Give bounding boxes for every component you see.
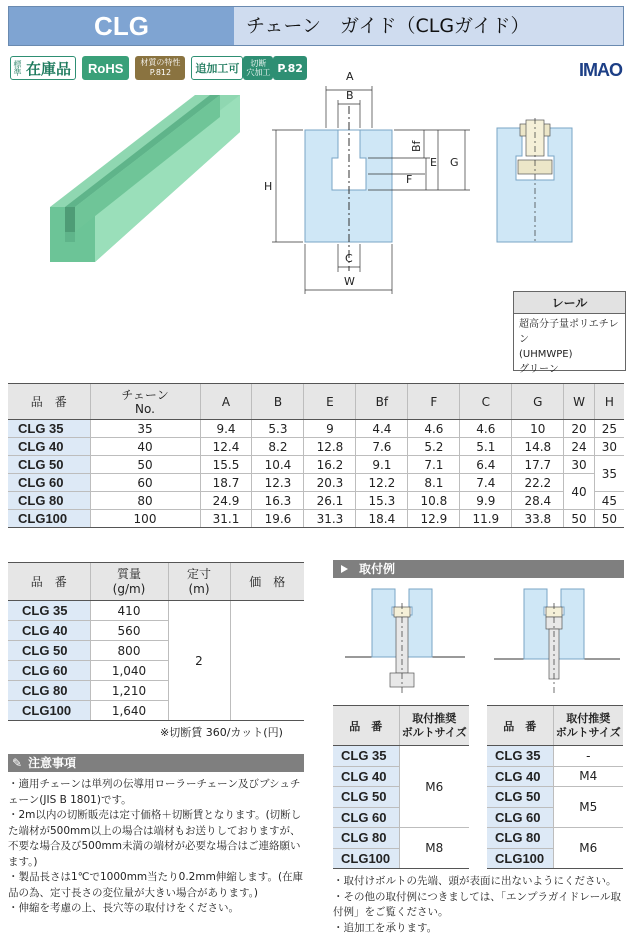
cell: 12.2 bbox=[356, 474, 408, 492]
cell: 4.6 bbox=[460, 420, 512, 438]
col-bolt: 取付推奨 ボルトサイズ bbox=[399, 706, 469, 746]
part-number: CLG 50 bbox=[8, 641, 90, 661]
bolt-size: M6 bbox=[553, 828, 623, 869]
col-w: W bbox=[564, 384, 595, 420]
caution-item: ・製品長さは1℃で1000mm当たり0.2mm伸縮します。(在庫品の為、定寸長さの変位量が大きい場合があります。) bbox=[8, 871, 304, 899]
table-row bbox=[487, 828, 623, 849]
cell: 4.4 bbox=[356, 420, 408, 438]
cell: 7.6 bbox=[356, 438, 408, 456]
cell: 100 bbox=[90, 510, 200, 528]
mass-cell: 1,210 bbox=[90, 681, 168, 701]
price-table-header bbox=[8, 563, 304, 601]
cell: 8.1 bbox=[408, 474, 460, 492]
addwork-badge: 追加工可 bbox=[191, 56, 243, 80]
rail-material-box bbox=[513, 291, 626, 375]
price-cell bbox=[230, 601, 304, 721]
cell: 14.8 bbox=[512, 438, 564, 456]
table-row bbox=[333, 828, 469, 849]
dim-g-label: G bbox=[450, 156, 459, 169]
bolt-size: - bbox=[553, 746, 623, 767]
cell: 6.4 bbox=[460, 456, 512, 474]
mount-example-header bbox=[333, 560, 624, 578]
part-number: CLG 80 bbox=[8, 681, 90, 701]
cell: 5.2 bbox=[408, 438, 460, 456]
material-badge-page: P.812 bbox=[149, 68, 172, 77]
table-row bbox=[8, 474, 624, 492]
cross-section-diagram bbox=[260, 66, 490, 298]
cell: 12.8 bbox=[304, 438, 356, 456]
rail-color: グリーン bbox=[519, 364, 559, 375]
table-row bbox=[8, 510, 624, 528]
mount-notes bbox=[333, 874, 627, 936]
bolt-size: M4 bbox=[553, 766, 623, 787]
dim-h-label: H bbox=[264, 180, 273, 193]
table-row bbox=[487, 746, 623, 767]
cell: 15.5 bbox=[200, 456, 252, 474]
cell: 40 bbox=[90, 438, 200, 456]
cell: 50 bbox=[594, 510, 624, 528]
part-number: CLG 50 bbox=[487, 787, 553, 808]
rail-material-code: (UHMWPE) bbox=[519, 349, 573, 360]
part-number: CLG 40 bbox=[8, 621, 90, 641]
cell: 20 bbox=[564, 420, 595, 438]
cell: 28.4 bbox=[512, 492, 564, 510]
dim-e-label: E bbox=[430, 156, 437, 169]
cell: 20.3 bbox=[304, 474, 356, 492]
caution-item: ・伸縮を考慮の上、長穴等の取付けをください。 bbox=[8, 902, 239, 914]
col-b: B bbox=[252, 384, 304, 420]
mount-note: ・その他の取付例につきましては、「エンプラガイドレール取付例」をご覧ください。 bbox=[333, 890, 622, 918]
col-part: 品 番 bbox=[333, 706, 399, 746]
bolt-size: M5 bbox=[553, 787, 623, 828]
cell: 10.4 bbox=[252, 456, 304, 474]
cell: 10.8 bbox=[408, 492, 460, 510]
col-part: 品 番 bbox=[8, 384, 90, 420]
bolt-table-header bbox=[333, 706, 469, 746]
dim-b-label: B bbox=[346, 89, 354, 102]
part-number: CLG 40 bbox=[487, 766, 553, 787]
cell: 24 bbox=[564, 438, 595, 456]
part-number: CLG 35 bbox=[8, 601, 90, 621]
cell: 9.4 bbox=[200, 420, 252, 438]
material-badge-label: 材質の特性 bbox=[140, 58, 181, 67]
addwork-page-badge: P.82 bbox=[273, 56, 307, 80]
cell: 18.7 bbox=[200, 474, 252, 492]
dim-c-label: C bbox=[345, 252, 353, 265]
dim-f-label: F bbox=[406, 173, 413, 186]
stock-badge-small: 標準 bbox=[13, 60, 22, 76]
rail-material: 超高分子量ポリエチレン bbox=[519, 319, 619, 345]
cell: 50 bbox=[90, 456, 200, 474]
part-number: CLG 40 bbox=[333, 766, 399, 787]
material-badge bbox=[135, 56, 185, 80]
cell: 12.4 bbox=[200, 438, 252, 456]
part-number: CLG 35 bbox=[333, 746, 399, 767]
cell: 19.6 bbox=[252, 510, 304, 528]
col-chain: チェーン No. bbox=[90, 384, 200, 420]
page-header bbox=[8, 6, 624, 46]
mount-example-title: 取付例 bbox=[359, 562, 396, 576]
cell: 11.9 bbox=[460, 510, 512, 528]
cell: 22.2 bbox=[512, 474, 564, 492]
cell: 35 bbox=[594, 456, 624, 492]
cell: 80 bbox=[90, 492, 200, 510]
dim-w-label: W bbox=[344, 275, 355, 288]
cell: 35 bbox=[90, 420, 200, 438]
cell: 8.2 bbox=[252, 438, 304, 456]
cell: 40 bbox=[564, 474, 595, 510]
col-length: 定寸 (m) bbox=[168, 563, 230, 601]
mass-cell: 1,040 bbox=[90, 661, 168, 681]
caution-item: ・2m以内の切断販売は定寸価格＋切断賃となります。(切断した端材が500mm以上の場合は端材もお送りしておりますが、不要な場合及び500mm未満の端材が必要な場合はご連絡願います。) bbox=[8, 809, 302, 868]
product-code: CLG bbox=[9, 7, 234, 45]
cell: 30 bbox=[594, 438, 624, 456]
part-number: CLG 80 bbox=[333, 828, 399, 849]
table-row bbox=[8, 601, 304, 621]
col-f: F bbox=[408, 384, 460, 420]
caution-list bbox=[8, 777, 308, 917]
part-number: CLG 60 bbox=[8, 661, 90, 681]
cell: 30 bbox=[564, 456, 595, 474]
cell: 60 bbox=[90, 474, 200, 492]
part-number: CLG100 bbox=[8, 701, 90, 721]
cell: 9 bbox=[304, 420, 356, 438]
cell: 31.1 bbox=[200, 510, 252, 528]
dim-a-label: A bbox=[346, 70, 354, 83]
mount-note: ・取付けボルトの先端、頭が表面に出ないようにください。 bbox=[333, 875, 617, 887]
part-number: CLG 50 bbox=[333, 787, 399, 808]
table-row bbox=[8, 456, 624, 474]
cell: 9.9 bbox=[460, 492, 512, 510]
stock-badge bbox=[10, 56, 76, 80]
col-bf: Bf bbox=[356, 384, 408, 420]
stock-badge-label: 在庫品 bbox=[26, 59, 72, 78]
bolt-table-left bbox=[333, 705, 469, 869]
caution-item: ・適用チェーンは単列の伝導用ローラーチェーン及びブシュチェーン(JIS B 1801)です。 bbox=[8, 778, 301, 806]
pencil-icon: ✎ bbox=[12, 756, 23, 770]
mount-diagram-left bbox=[340, 585, 470, 700]
cell: 15.3 bbox=[356, 492, 408, 510]
caution-title: 注意事項 bbox=[28, 756, 77, 770]
cell: 9.1 bbox=[356, 456, 408, 474]
table-row bbox=[487, 766, 623, 787]
table-row bbox=[8, 438, 624, 456]
cell: 7.4 bbox=[460, 474, 512, 492]
cell: 10 bbox=[512, 420, 564, 438]
rail-body bbox=[514, 314, 625, 380]
col-part: 品 番 bbox=[487, 706, 553, 746]
cut-fee-note: ※切断賃 360/カット(円) bbox=[160, 726, 283, 739]
part-number: CLG 60 bbox=[487, 807, 553, 828]
cell: 31.3 bbox=[304, 510, 356, 528]
rohs-badge: RoHS bbox=[82, 56, 129, 80]
table-row bbox=[487, 787, 623, 808]
mass-cell: 560 bbox=[90, 621, 168, 641]
col-h: H bbox=[594, 384, 624, 420]
spec-table bbox=[8, 383, 624, 528]
cell: 50 bbox=[564, 510, 595, 528]
part-number: CLG100 bbox=[8, 510, 90, 528]
cell: 18.4 bbox=[356, 510, 408, 528]
col-c: C bbox=[460, 384, 512, 420]
cell: 5.1 bbox=[460, 438, 512, 456]
table-row bbox=[8, 420, 624, 438]
bolt-size: M8 bbox=[399, 828, 469, 869]
bolt-size: M6 bbox=[399, 746, 469, 828]
col-g: G bbox=[512, 384, 564, 420]
product-image bbox=[40, 92, 250, 282]
part-number: CLG 50 bbox=[8, 456, 90, 474]
part-number: CLG 35 bbox=[8, 420, 90, 438]
spec-table-header bbox=[8, 384, 624, 420]
part-number: CLG 60 bbox=[333, 807, 399, 828]
part-number: CLG100 bbox=[333, 848, 399, 869]
addwork-sub2: 穴加工 bbox=[246, 68, 271, 77]
part-number: CLG 60 bbox=[8, 474, 90, 492]
mass-cell: 410 bbox=[90, 601, 168, 621]
mount-note: ・追加工を承ります。 bbox=[333, 921, 438, 934]
table-row bbox=[333, 746, 469, 767]
cell: 25 bbox=[594, 420, 624, 438]
cell: 16.2 bbox=[304, 456, 356, 474]
cell: 17.7 bbox=[512, 456, 564, 474]
imao-logo: IMAO bbox=[579, 60, 622, 80]
page-title: チェーン ガイド（CLGガイド） bbox=[234, 7, 623, 45]
col-part: 品 番 bbox=[8, 563, 90, 601]
triangle-icon bbox=[341, 565, 348, 573]
cell: 5.3 bbox=[252, 420, 304, 438]
caution-header bbox=[8, 754, 304, 772]
bolt-table-header bbox=[487, 706, 623, 746]
cell: 4.6 bbox=[408, 420, 460, 438]
table-row bbox=[8, 492, 624, 510]
cell: 7.1 bbox=[408, 456, 460, 474]
cell: 33.8 bbox=[512, 510, 564, 528]
col-price: 価 格 bbox=[230, 563, 304, 601]
cell: 12.3 bbox=[252, 474, 304, 492]
price-table bbox=[8, 562, 304, 721]
cell: 45 bbox=[594, 492, 624, 510]
part-number: CLG 80 bbox=[487, 828, 553, 849]
mass-cell: 1,640 bbox=[90, 701, 168, 721]
cell: 24.9 bbox=[200, 492, 252, 510]
addwork-sub1: 切断 bbox=[250, 59, 267, 68]
col-e: E bbox=[304, 384, 356, 420]
col-a: A bbox=[200, 384, 252, 420]
part-number: CLG100 bbox=[487, 848, 553, 869]
part-number: CLG 35 bbox=[487, 746, 553, 767]
col-bolt: 取付推奨 ボルトサイズ bbox=[553, 706, 623, 746]
col-mass: 質量 (g/m) bbox=[90, 563, 168, 601]
cell: 12.9 bbox=[408, 510, 460, 528]
part-number: CLG 40 bbox=[8, 438, 90, 456]
chain-fit-diagram bbox=[492, 118, 622, 248]
part-number: CLG 80 bbox=[8, 492, 90, 510]
length-cell: 2 bbox=[168, 601, 230, 721]
rail-title: レール bbox=[514, 292, 625, 314]
bolt-table-right bbox=[487, 705, 623, 869]
cell: 16.3 bbox=[252, 492, 304, 510]
cell: 26.1 bbox=[304, 492, 356, 510]
mount-diagram-right bbox=[492, 585, 622, 700]
mass-cell: 800 bbox=[90, 641, 168, 661]
dim-bf-label: Bf bbox=[410, 140, 423, 152]
